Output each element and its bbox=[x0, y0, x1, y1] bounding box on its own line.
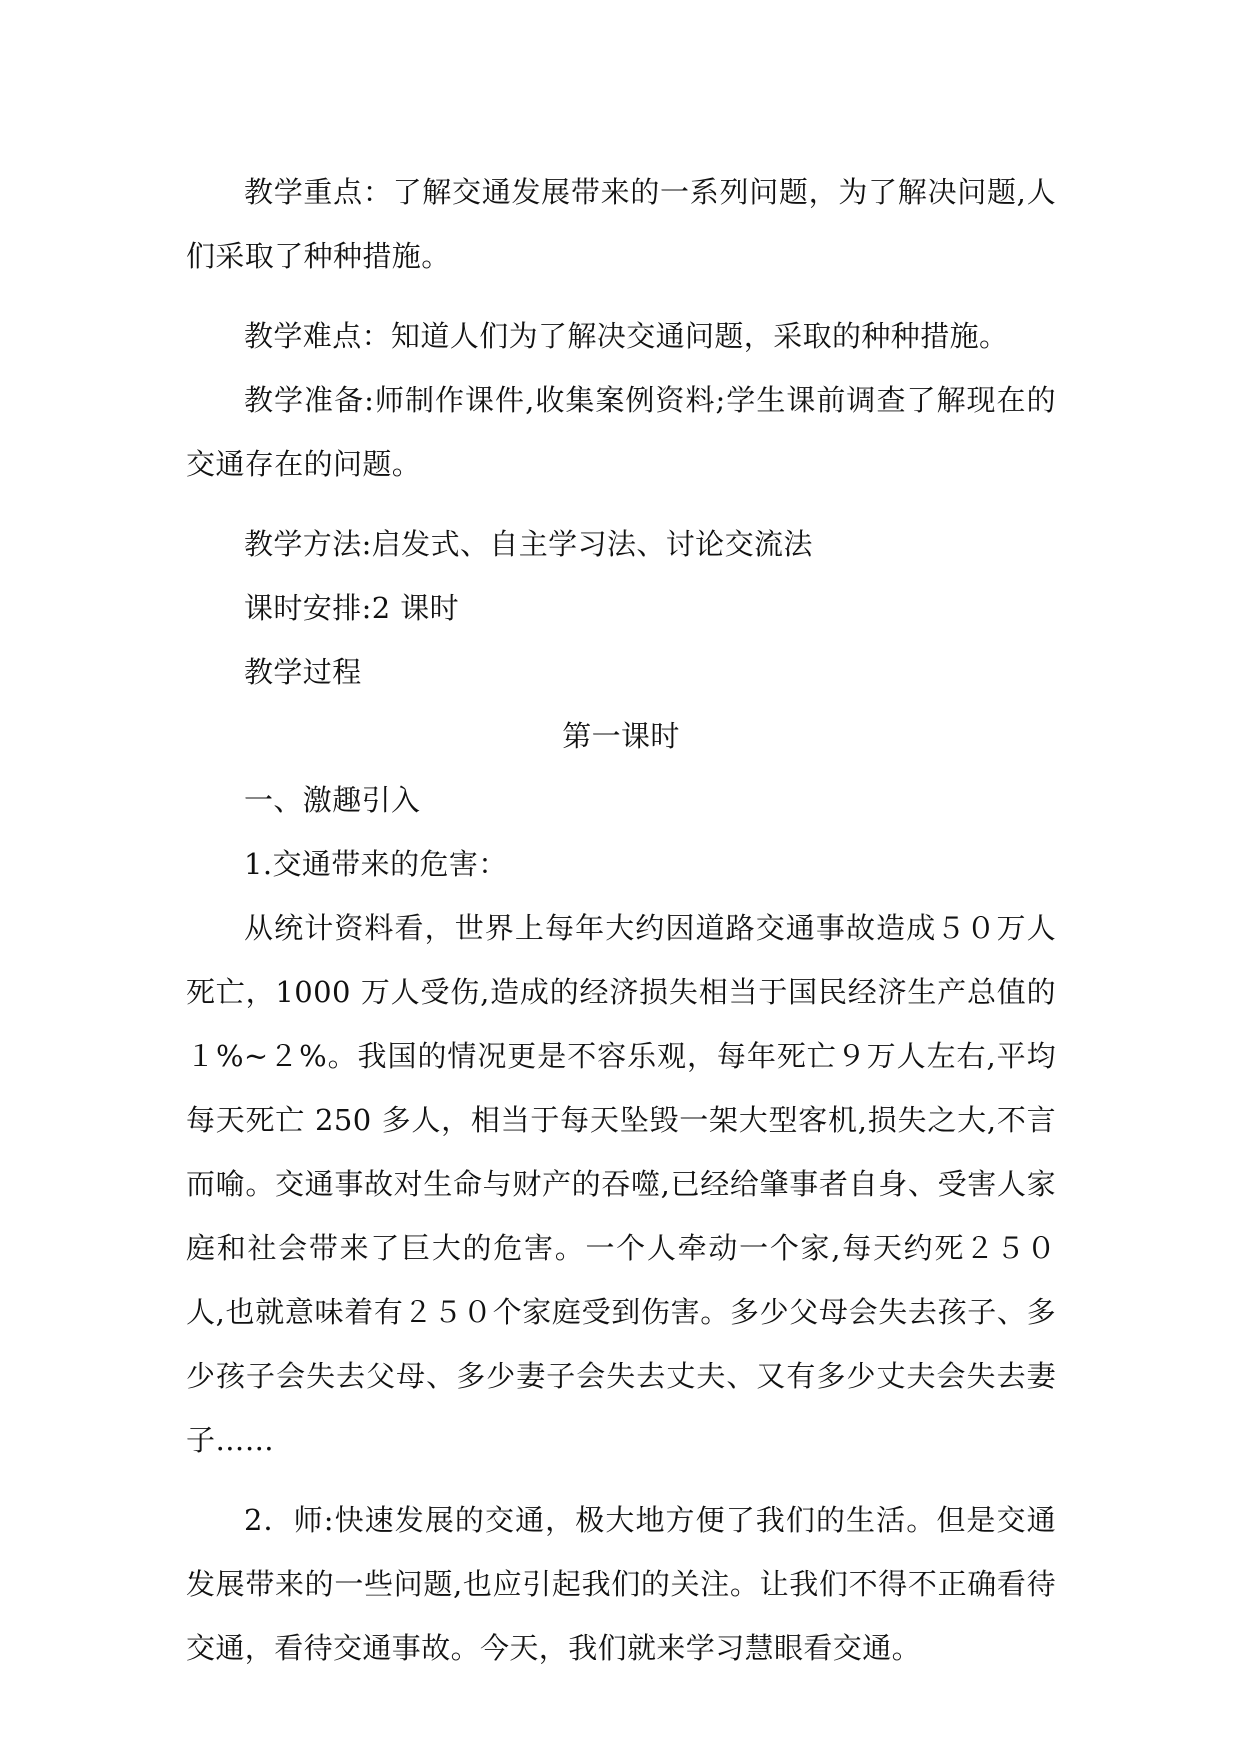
document-body bbox=[186, 160, 1056, 1696]
teaching-process-heading: 教学过程 bbox=[244, 655, 362, 689]
teaching-method-paragraph: 教学方法:启发式、自主学习法、讨论交流法 bbox=[244, 527, 813, 561]
teacher-intro-paragraph: 2．师:快速发展的交通，极大地方便了我们的生活。但是交通发展带来的一些问题,也应引起我们的关注。让我们不得不正确看待交通，看待交通事故。今天，我们就来学习慧眼看交通。 bbox=[186, 1503, 1056, 1665]
teaching-difficulty-paragraph: 教学难点：知道人们为了解决交通问题，采取的种种措施。 bbox=[244, 319, 1009, 353]
traffic-hazards-heading: 1.交通带来的危害： bbox=[244, 847, 508, 881]
first-lesson-heading: 第一课时 bbox=[562, 719, 680, 753]
teaching-preparation-paragraph: 教学准备:师制作课件,收集案例资料;学生课前调查了解现在的交通存在的问题。 bbox=[186, 383, 1056, 481]
teaching-focus-paragraph: 教学重点：了解交通发展带来的一系列问题，为了解决问题,人们采取了种种措施。 bbox=[186, 175, 1056, 273]
class-schedule-paragraph: 课时安排:2 课时 bbox=[244, 591, 460, 625]
section-one-heading: 一、激趣引入 bbox=[244, 783, 421, 817]
statistics-paragraph: 从统计资料看，世界上每年大约因道路交通事故造成５０万人死亡，1000 万人受伤,造成的经济损失相当于国民经济生产总值的１%~２%。我国的情况更是不容乐观，每年死亡９万人左右,平均每天死亡 250 多人，相当于每天坠毁一架大型客机,损失之大,不言而喻。交通事故对生命与财产的吞噬,已经给肇事者自身、受害人家庭和社会带来了巨大的危害。一个人牵动一个家,每天约死２５０人,也就意味着有２５０个家庭受到伤害。多少父母会失去孩子、多少孩子会失去父母、多少妻子会失去丈夫、又有多少丈夫会失去妻子…… bbox=[186, 911, 1056, 1457]
